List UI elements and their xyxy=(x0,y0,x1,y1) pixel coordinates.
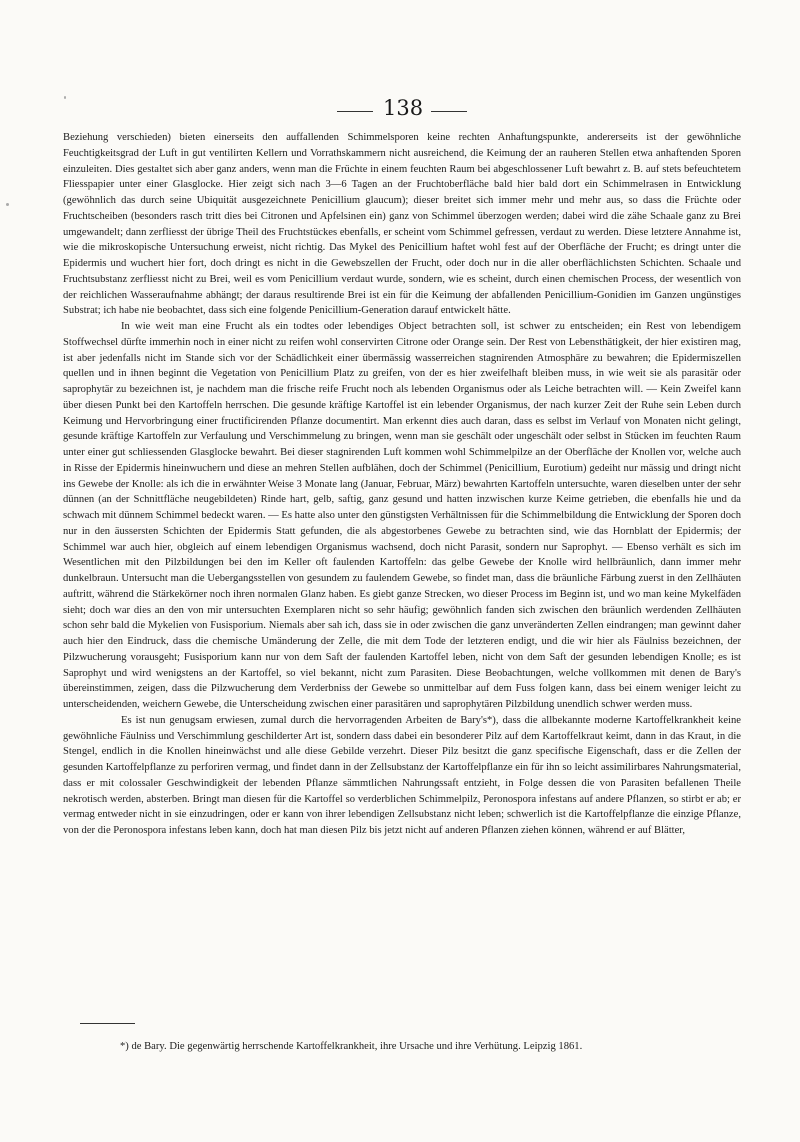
footnote-rule xyxy=(80,1023,135,1024)
paragraph: Beziehung verschieden) bieten einerseits den auffallenden Schimmelsporen keine rechten Anhaftungspunkte, andererseits ist der gewöhnliche Feuchtigkeitsgrad der Luft in gut ventilirten Kellern und Vorrathskammern nicht ausreichend, die Keimung der an rauheren Stellen etwa anhaftenden Sporen einzuleiten. Dies gestaltet sich aber ganz anders, wenn man die Früchte in einem feuchten Raum bei abgeschlossener Luft bewahrt z. B. auf stets befeuchtetem Fliesspapier unter einer Glasglocke. Hier zeigt sich nach 3—6 Tagen an der Fruchtoberfläche bald hier bald dort ein Schimmelrasen in Entwicklung (gewöhnlich das durch seine Ubiquität ausgezeichnete Penicillium glaucum); dieser breitet sich immer mehr und mehr aus, so dass die Früchte oder Fruchtscheiben (besonders rasch tritt dies bei Citronen und Apfelsinen ein) ganz von Schimmel überzogen werden; dabei wird die zähe Schaale ganz zu Brei umgewandelt; dann zerfliesst der übrige Theil des Fruchtstückes ebenfalls, er scheint vom Schimmel gefressen, verdaut zu werden. Diese letztere Annahme ist, wie die mikroskopische Untersuchung erweist, nicht richtig. Das Mykel des Penicillium haftet wohl fest auf der Oberfläche der Frucht; es dringt unter die Epidermis und wuchert hier fort, doch dringt es nicht in die Gewebszellen der Frucht, oder doch nur in die aller oberflächlichsten Schichten. Schaale und Fruchtsubstanz zerfliesst nicht zu Brei, weil es vom Penicillium verdaut wurde, sondern, wie es scheint, durch einen chemischen Process, der wesentlich von der reichlichen Wasseraufnahme abhängt; der daraus resultirende Brei ist ein für die Keimung der abfallenden Penicillium-Gonidien im Ganzen ungünstiges Substrat; ich habe nie beobachtet, dass sich eine folgende Penicillium-Generation darauf entwickelt hätte. xyxy=(63,132,741,317)
paragraph: Es ist nun genugsam erwiesen, zumal durch die hervorragenden Arbeiten de Bary's*), dass die allbekannte moderne Kartoffelkrankheit keine gewöhnliche Fäulniss und Verschimmlung geschilderter Art ist, sondern dass dabei ein besonderer Pilz auf dem Kartoffelkraut keimt, dann in das Kraut, in die Stengel, endlich in die Knollen hineinwächst und alle diese Gebilde verzehrt. Dieser Pilz besitzt die ganz specifische Eigenschaft, dass er die Zellen der gesunden Kartoffelpflanze zu perforiren vermag, und findet dann in der Zellsubstanz der Kartoffelpflanze ein für ihn so leicht assimilirbares Nahrungsmaterial, dass er mit colossaler Geschwindigkeit der lebenden Pflanze sämmtlichen Nahrungssaft entzieht, in Folge dessen die von Parasiten befallenen Theile nekrotisch werden, absterben. Bringt man diesen für die Kartoffel so verderblichen Schimmelpilz, Peronospora infestans auf andere Pflanzen, so stirbt er ab; er vermag entweder nicht in sie einzudringen, oder er kann von ihrer lebendigen Zellsubstanz nicht leben; schwerlich ist die Kartoffelpflanze die einzige Pflanze, von der die Peronospora infestans leben kann, doch hat man diesen Pilz bis jetzt nicht auf anderen Pflanzen ziehen können, während er auf Blätter, xyxy=(63,714,741,836)
footnote: *) de Bary. Die gegenwärtig herrschende Kartoffelkrankheit, ihre Ursache und ihre Verhütung. Leipzig 1861. xyxy=(120,1041,583,1052)
header-rule-left xyxy=(337,111,373,112)
page-header xyxy=(0,96,800,126)
paragraph: In wie weit man eine Frucht als ein todtes oder lebendiges Object betrachten soll, ist schwer zu entscheiden; ein Rest von lebendigem Stoffwechsel dürfte immerhin noch in einer nicht zu reifen wohl conservirten Citrone oder Orange sein. Der Rest von Lebensthätigkeit, der hier existiren mag, ist aber jedenfalls nicht im Stande sich vor der Schädlichkeit einer übermässig wasserreichen stagnirenden Atmosphäre zu bewahren; die Epidermiszellen quellen und in ihnen beginnt die Vegetation von Penicillium Platz zu greifen, von der es hier zweifelhaft bleiben muss, in wie weit sie als parasitär oder saprophytär zu bezeichnen ist, je nachdem man die frische reife Frucht noch als lebenden Organismus oder als Leiche betrachten will. — Kein Zweifel kann über diesen Punkt bei den Kartoffeln herrschen. Die gesunde kräftige Kartoffel ist ein lebender Organismus, der nach kurzer Zeit der Ruhe sein Leben durch Keimung und Hervorbringung einer fructificirenden Pflanze documentirt. Man erkennt dies auch daran, dass es selbst im Verlauf von Monaten nicht gelingt, gesunde kräftige Kartoffeln zur Verfaulung und Verschimmelung zu bringen, wenn man sie geschält oder ungeschält oder selbst in Stücken im feuchten Raum unter einer gut schliessenden Glasglocke bewahrt. Bei dieser stagnirenden Luft kommen wohl Schimmelpilze an der Oberfläche der Knollen vor, welche auch in Risse der Epidermis hineinwuchern und diese an mehren Stellen aufblähen, doch der Schimmel (Penicillium, Eurotium) gedeiht nur mässig und dringt nicht ins Gewebe der Knolle: als ich die in erwähnter Weise 3 Monate lang (Januar, Februar, März) bewahrten Kartoffeln untersuchte, waren dieselben unter der sehr dünnen (an der Schnittfläche neugebildeten) Rinde hart, gelb, saftig, ganz gesund und hatten inzwischen kurze Keime getrieben, die ebenfalls hie und da schwach mit dünnem Schimmel bedeckt waren. — Es hatte also unter den günstigsten Verhältnissen für die Schimmelbildung die Entwicklung der Sporen doch nur in den äussersten Schichten der Epidermis Statt gefunden, die als abgestorbenes Gewebe zu betrachten sind, wie das Hornblatt der Epidermis; der Schimmel war auch hier, obgleich auf einem lebendigen Organismus wachsend, doch nicht Parasit, sondern nur Saprophyt. — Ebenso verhält es sich im Wesentlichen mit den Pilzbildungen bei den im Keller oft faulenden Kartoffeln: das gelbe Gewebe der Knolle wird hellbräunlich, dann immer mehr dunkelbraun. Untersucht man die Uebergangsstellen von gesundem zu faulendem Gewebe, so findet man, dass die bräunliche Färbung zuerst in den Zellhäuten auftritt, während die Stärkekörner noch ihren normalen Glanz haben. Es giebt ganze Strecken, wo dieser Process im Beginn ist, und wo man keine Mykelfäden sieht; doch war dies an den von mir untersuchten Exemplaren nicht so sehr häufig; gewöhnlich fanden sich zwischen den bräunlich werdenden Zellhäuten schon sehr bald die Mykelien von Fusisporium. Niemals aber sah ich, dass sie in oder zwischen die ganz unveränderten Zellen eindrangen; man gewinnt daher auch hier den Eindruck, dass die chemische Umänderung der Zelle, die mit dem Tode der letzteren endigt, und die wir hier als Fäulniss bezeichnen, der Pilzwucherung vorausgeht; Fusisporium kann nur von dem Saft der faulenden Kartoffel leben, nicht von dem Saft der gesunden lebendigen Knolle; es ist Saprophyt und wird wenigstens an der Kartoffel, so viel bekannt, nicht zum Parasiten. Diese Beobachtungen, welche vollkommen mit denen de Bary's übereinstimmen, zeigen, dass die Pilzwucherung dem Verderbniss der Gewebe so unmittelbar auf dem Fuss folgen kann, dass bei einem weniger leicht zu unterscheidenden, weichern Gewebe, die Unterscheidung zwischen einer parasitären und saprophytären Pilzbildung unendlich schwer werden muss. xyxy=(63,321,741,710)
body-text xyxy=(63,130,741,839)
page-number: 138 xyxy=(383,96,424,120)
header-rule-right xyxy=(431,111,467,112)
paper-speck xyxy=(6,203,9,206)
